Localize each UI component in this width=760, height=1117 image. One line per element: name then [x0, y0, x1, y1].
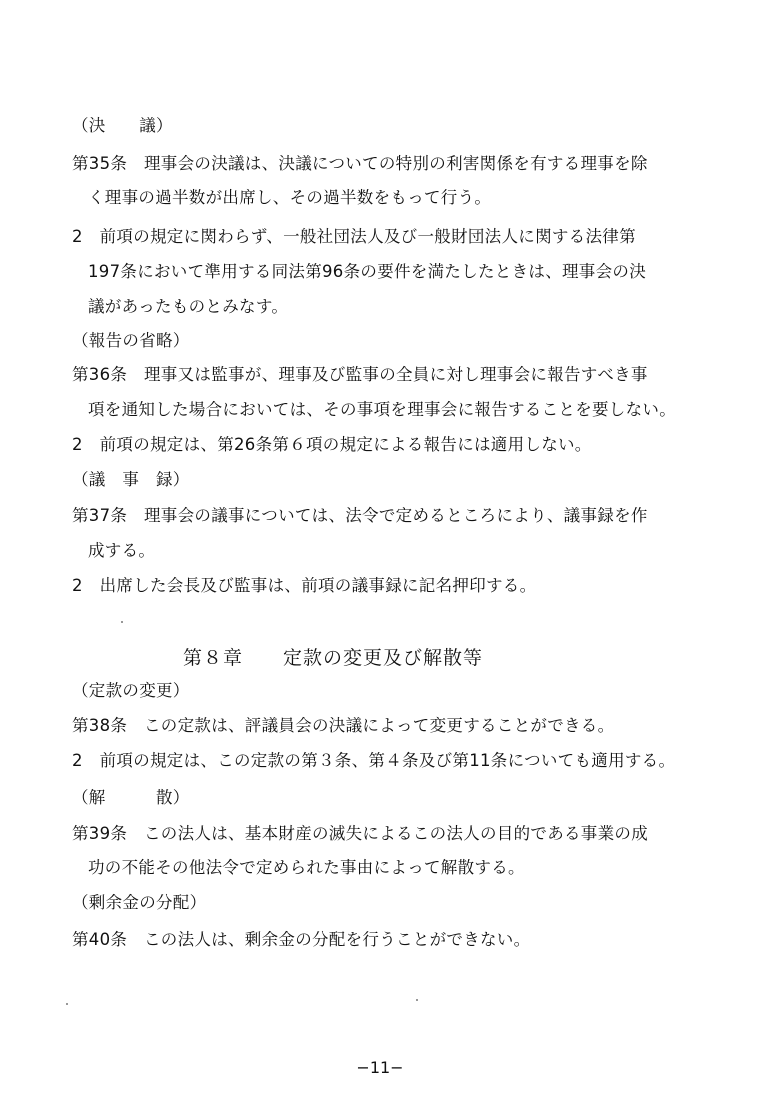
article-36-para-2: 2 前項の規定は、第26条第６項の規定による報告には適用しない。	[72, 435, 592, 454]
page-number: −11−	[356, 1058, 404, 1077]
article-35-text-cont: く理事の過半数が出席し、その過半数をもって行う。	[88, 188, 492, 207]
article-caption: （議 事 録）	[72, 470, 190, 489]
article-38-para-2: 2 前項の規定は、この定款の第３条、第４条及び第11条についても適用する。	[72, 751, 676, 770]
article-caption: （解 散）	[72, 788, 190, 807]
scan-speck	[416, 999, 418, 1001]
article-caption: （剰余金の分配）	[72, 893, 207, 912]
scan-speck	[121, 621, 123, 623]
article-37-text: 第37条 理事会の議事については、法令で定めるところにより、議事録を作	[72, 506, 648, 525]
article-39-text: 第39条 この法人は、基本財産の滅失によるこの法人の目的である事業の成	[72, 824, 648, 843]
article-35-text: 第35条 理事会の決議は、決議についての特別の利害関係を有する理事を除	[72, 154, 648, 173]
article-39-text-cont: 功の不能その他法令で定められた事由によって解散する。	[88, 858, 525, 877]
scan-speck	[66, 1003, 68, 1005]
article-35-para-2: 2 前項の規定に関わらず、一般社団法人及び一般財団法人に関する法律第	[72, 227, 636, 246]
article-36-text: 第36条 理事又は監事が、理事及び監事の全員に対し理事会に報告すべき事	[72, 365, 648, 384]
article-40-text: 第40条 この法人は、剰余金の分配を行うことができない。	[72, 930, 531, 949]
chapter-heading: 第８章 定款の変更及び解散等	[183, 647, 484, 669]
article-36-text-cont: 項を通知した場合においては、その事項を理事会に報告することを要しない。	[88, 400, 676, 419]
article-38-text: 第38条 この定款は、評議員会の決議によって変更することができる。	[72, 716, 615, 735]
article-35-para-2-cont: 議があったものとみなす。	[88, 297, 289, 316]
article-35-para-2-cont: 197条において準用する同法第96条の要件を満たしたときは、理事会の決	[88, 262, 646, 281]
article-37-para-2: 2 出席した会長及び監事は、前項の議事録に記名押印する。	[72, 576, 537, 595]
article-caption: （定款の変更）	[72, 681, 190, 700]
article-caption: （決 議）	[72, 116, 173, 135]
article-37-text-cont: 成する。	[88, 541, 156, 560]
article-caption: （報告の省略）	[72, 331, 190, 350]
